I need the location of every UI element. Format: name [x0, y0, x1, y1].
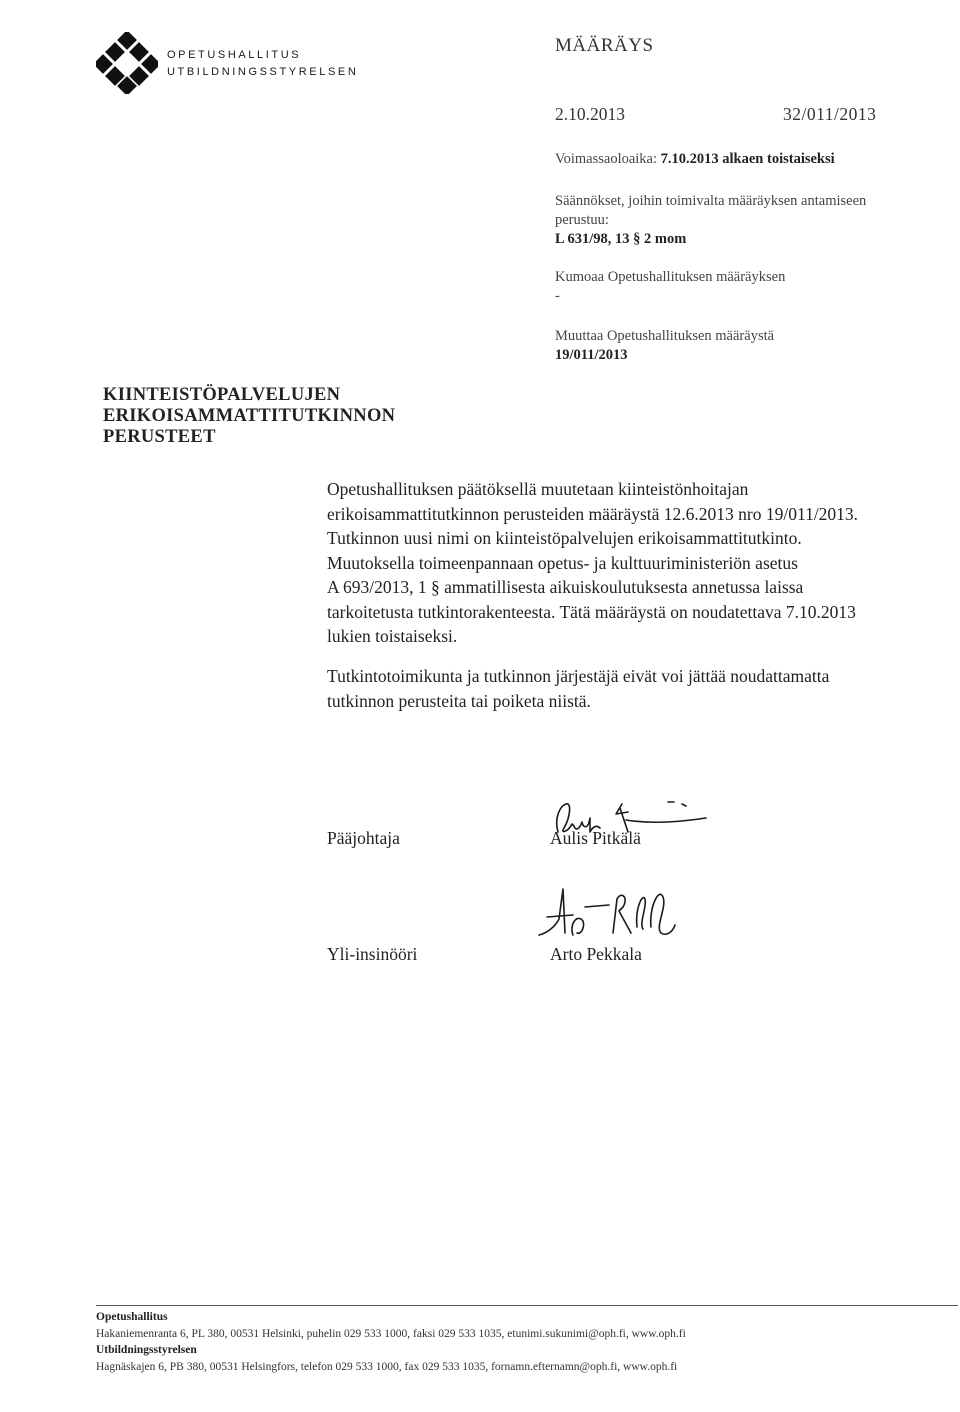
body-paragraph-2 — [327, 664, 829, 713]
document-title — [103, 385, 395, 448]
amends-value: 19/011/2013 — [555, 347, 628, 363]
amends-block — [555, 327, 774, 365]
repeals-label: Kumoaa Opetushallituksen määräyksen — [555, 269, 786, 285]
body-line: erikoisammattitutkinnon perusteiden määräystä 12.6.2013 nro 19/011/2013. — [327, 503, 859, 524]
title-line-3: PERUSTEET — [103, 427, 216, 447]
body-line: tutkinnon perusteita tai poiketa niistä. — [327, 690, 591, 711]
title-line-2: ERIKOISAMMATTITUTKINNON — [103, 406, 396, 426]
validity-label: Voimassaoloaika: — [555, 151, 658, 167]
footer-org-sv: Utbildningsstyrelsen — [96, 1344, 197, 1356]
body-line: Opetushallituksen päätöksellä muutetaan kiinteistönhoitajan — [327, 479, 749, 499]
body-paragraph-1 — [327, 477, 858, 649]
org-name-sv: UTBILDNINGSSTYRELSEN — [167, 66, 359, 78]
footer-contact-sv: Hagnäskajen 6, PB 380, 00531 Helsingfors, telefon 029 533 1000, fax 029 533 1035, fornamn.efternamn@oph.fi, www.oph.fi — [96, 1360, 678, 1373]
body-line: Tutkintotoimikunta ja tutkinnon järjestäjä eivät voi jättää noudattamatta — [327, 666, 830, 686]
body-line: tarkoitetusta tutkintorakenteesta. Tätä määräystä on noudatettava 7.10.2013 — [327, 601, 856, 622]
opetushallitus-logo — [96, 32, 158, 94]
document-number: 32/011/2013 — [783, 104, 877, 124]
authority-label-1: Säännökset, joihin toimivalta määräyksen antamiseen — [555, 193, 867, 209]
repeals-value: - — [555, 288, 560, 304]
document-date: 2.10.2013 — [555, 104, 625, 124]
validity — [555, 150, 835, 169]
body-line: lukien toistaiseksi. — [327, 626, 458, 646]
authority-value: L 631/98, 13 § 2 mom — [555, 231, 687, 247]
body-line: Tutkinnon uusi nimi on kiinteistöpalvelujen erikoisammattitutkinto. — [327, 528, 802, 548]
signatory-role: Pääjohtaja — [327, 828, 400, 848]
signatory-role: Yli-insinööri — [327, 944, 418, 964]
amends-label: Muuttaa Opetushallituksen määräystä — [555, 328, 775, 344]
authority-block — [555, 192, 866, 249]
validity-value: 7.10.2013 alkaen toistaiseksi — [660, 151, 835, 167]
footer-contact-fi: Hakaniemenranta 6, PL 380, 00531 Helsinki, puhelin 029 533 1000, faksi 029 533 1035, etunimi.sukunimi@oph.fi, www.oph.fi — [96, 1327, 686, 1340]
org-name-fi: OPETUSHALLITUS — [167, 49, 302, 61]
signature-arto-pekkala — [533, 877, 693, 947]
body-line: Muutoksella toimeenpannaan opetus- ja kulttuuriministeriön asetus — [327, 552, 798, 573]
signatory-name: Aulis Pitkälä — [550, 828, 641, 848]
repeals-block — [555, 268, 785, 306]
footer — [96, 1309, 916, 1375]
footer-org-fi: Opetushallitus — [96, 1311, 168, 1323]
document-type: MÄÄRÄYS — [555, 35, 654, 56]
signatory-name: Arto Pekkala — [550, 944, 642, 964]
authority-label-2: perustuu: — [555, 212, 609, 228]
body-line: A 693/2013, 1 § ammatillisesta aikuiskoulutuksesta annetussa laissa — [327, 577, 804, 597]
footer-divider — [96, 1305, 958, 1306]
title-line-1: KIINTEISTÖPALVELUJEN — [103, 385, 341, 405]
